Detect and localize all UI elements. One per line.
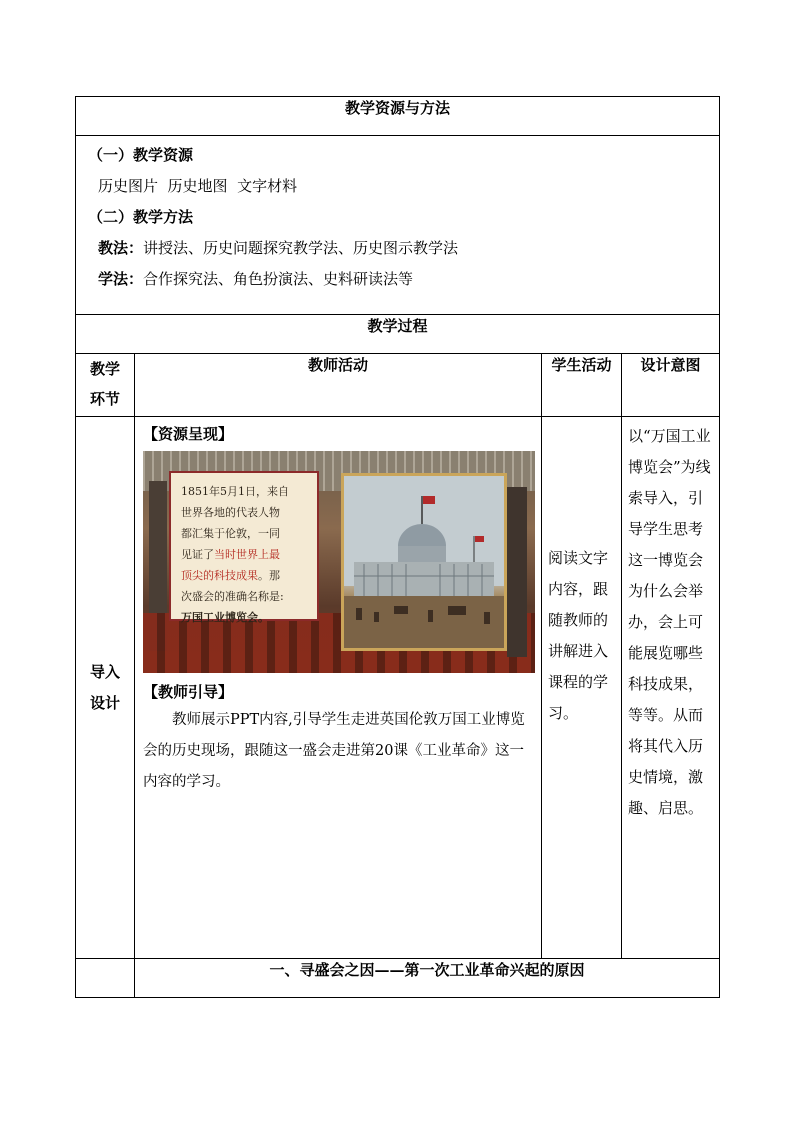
- methods-heading: （二）教学方法: [88, 208, 194, 226]
- intro-design-intent: 以“万国工业博览会”为线索导入，引导学生思考这一博览会为什么会举办，会上可能展览哪些科技成果，等等。从而将其代入历史情境，激趣、启思。: [622, 417, 720, 959]
- resources-heading: （一）教学资源: [88, 146, 194, 164]
- process-title-row: [76, 315, 720, 354]
- intro-stage-line2: 设计: [89, 693, 120, 712]
- intro-teacher-activity: [135, 417, 542, 959]
- slide-highlight: 顶尖的科技成果: [181, 569, 258, 582]
- slide-line: 1851年5月1日，来自: [181, 485, 289, 498]
- slide-line: 都汇集于伦敦，一同: [181, 527, 280, 540]
- header-stage-line2: 环节: [89, 390, 120, 408]
- crystal-palace-photo: [341, 473, 507, 651]
- slide-line: [181, 544, 307, 565]
- learning-method-text: 合作探究法、角色扮演法、史料研读法等: [143, 270, 414, 288]
- process-header-row: [76, 354, 720, 417]
- slide-line: [181, 565, 307, 586]
- process-title: 教学过程: [76, 315, 720, 354]
- teaching-method-text: 讲授法、历史问题探究教学法、历史图示教学法: [143, 239, 459, 257]
- teaching-method-label: 教法：: [98, 239, 144, 257]
- header-stage: [76, 354, 135, 417]
- slide-highlight: 当时世界上最: [214, 548, 280, 561]
- slide-text: 。那: [258, 569, 280, 582]
- header-student: 学生活动: [542, 354, 622, 417]
- header-intent: 设计意图: [622, 354, 720, 417]
- crystal-palace-illustration: [344, 476, 504, 648]
- resources-title: 教学资源与方法: [76, 97, 720, 136]
- resources-items: 历史图片 历史地图 文字材料: [98, 177, 298, 195]
- intro-student-activity: 阅读文字内容，跟随教师的讲解进入课程的学习。: [542, 417, 622, 959]
- slide-line: 次盛会的准确名称是:: [181, 590, 284, 603]
- section-one-title: 一、寻盛会之因——第一次工业革命兴起的原因: [135, 959, 720, 998]
- guide-heading: 【教师引导】: [143, 683, 234, 701]
- resources-content-row: [76, 136, 720, 315]
- header-stage-line1: 教学: [89, 360, 120, 378]
- resource-heading: 【资源呈现】: [143, 425, 234, 443]
- section-one-row: [76, 959, 720, 998]
- exhibition-slide-image: [143, 451, 535, 673]
- learning-method-line: [88, 264, 707, 295]
- slide-text: 见证了: [181, 548, 214, 561]
- resources-content: [76, 136, 720, 315]
- intro-stage-line1: 导入: [89, 662, 120, 681]
- pillar-graphic: [507, 487, 527, 657]
- section-one-stage: [76, 959, 135, 998]
- guide-text: 教师展示PPT内容,引导学生走进英国伦敦万国工业博览会的历史现场，跟随这一盛会走进第20课《工业革命》这一内容的学习。: [143, 712, 525, 790]
- intro-row: [76, 417, 720, 959]
- slide-line: 万国工业博览会。: [181, 611, 269, 624]
- header-teacher: 教师活动: [135, 354, 542, 417]
- slide-text-card: [169, 471, 319, 624]
- lesson-plan-table: [75, 96, 720, 998]
- slide-line: 世界各地的代表人物: [181, 506, 280, 519]
- resources-title-row: [76, 97, 720, 136]
- lesson-plan-document: [75, 96, 719, 998]
- intro-stage: [76, 417, 135, 959]
- learning-method-label: 学法：: [98, 270, 144, 288]
- teaching-method-line: [88, 233, 707, 264]
